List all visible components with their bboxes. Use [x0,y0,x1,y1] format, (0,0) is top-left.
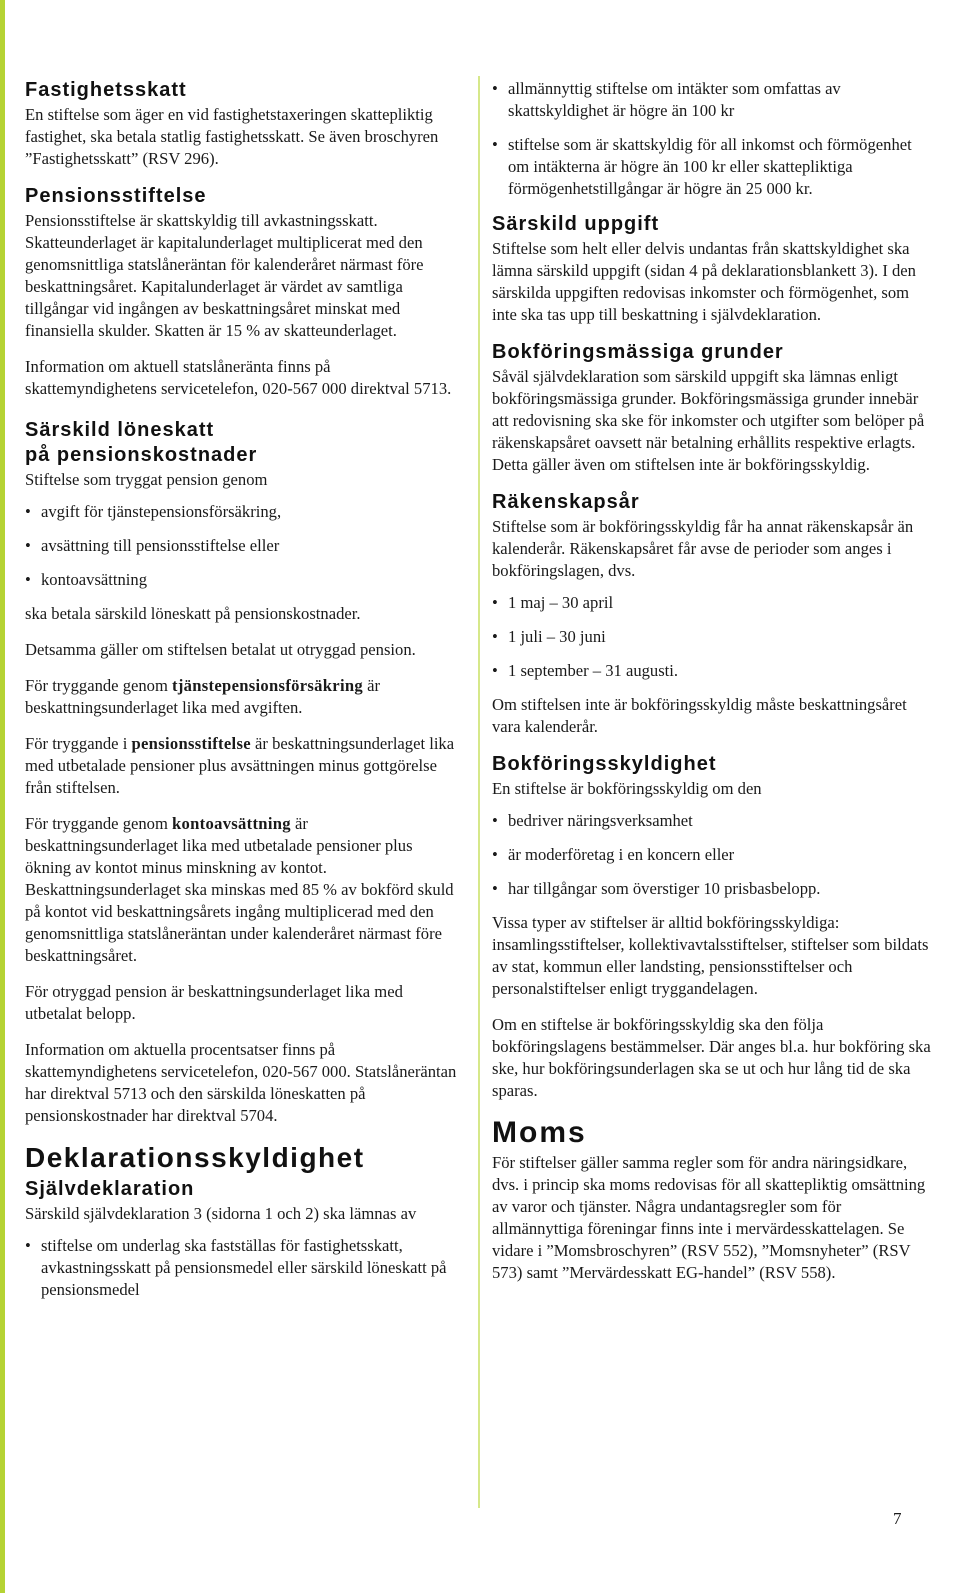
paragraph-moms: För stiftelser gäller samma regler som för andra näringsidkare, dvs. i princip ska moms redovisas för all skattepliktig omsättning av varor och tjänster. Några undantagsregler som för allmännyttiga föreningar finns inte i mervärdesskattelagen. Se vidare i ”Momsbroschyren” (RSV 552), ”Momsnyheter” (RSV 573) samt ”Mervärdesskatt EG-handel” (RSV 558). [492,1153,926,1282]
paragraph-rakenskapsar-after: Om stiftelsen inte är bokföringsskyldig måste beskattningsåret vara kalenderår. [492,695,907,736]
text-span: är beskattningsunderlaget lika med utbetalade pensioner plus avsättningen minus gottgörelse från stiftelsen. [25,734,455,797]
paragraph-otryggad: Detsamma gäller om stiftelsen betalat ut otryggad pension. [25,640,416,659]
paragraph-bokforingsmassiga-grunder: Såväl självdeklaration som särskild uppgift ska lämnas enligt bokföringsmässiga grunder. Bokföringsmässiga grunder innebär att redovisning ska ske för inkomster och utgifter som belöper på räkenskapsåret oavsett när betalning erhållits respektive erlagts. Detta gäller även om stiftelsen inte är bokföringsskyldig. [492,367,925,474]
paragraph-fastighetsskatt: En stiftelse som äger en vid fastighetstaxeringen skattepliktig fastighet, ska betala statlig fastighetsskatt. Se även broschyren ”Fastighetsskatt” (RSV 296). [25,105,439,168]
paragraph-deklaration: Särskild självdeklaration 3 (sidorna 1 och 2) ska lämnas av [25,1204,417,1223]
heading-loneskatt [25,418,457,468]
heading-loneskatt-line2: på pensionskostnader [25,444,258,466]
list-item: • bedriver näringsverksamhet [492,810,932,832]
term-pensionsstiftelse: pensionsstiftelse [131,734,251,753]
paragraph-bokforingsskyldighet-1: Vissa typer av stiftelser är alltid bokföringsskyldiga: insamlingsstiftelser, kollektivavtalsstiftelser, stiftelser som bildats av stat, kommun eller landsting, pensionsstiftelser och personalstiftelser enligt tryggandelagen. [492,913,929,998]
page-number: 7 [893,1509,902,1528]
text-span: För tryggande genom [25,676,173,695]
paragraph-pensionsstiftelse: Pensionsstiftelse är skattskyldig till avkastningsskatt. Skatteunderlaget är kapitalunderlaget multiplicerat med den genomsnittliga statslåneräntan för kalenderåret närmast före beskattningsåret. Kapitalunderlaget är värdet av samtliga tillgångar vid ingången av beskattningsåret minskat med finansiella skulder. Skatten är 15 % av skatteunderlaget. [25,211,424,340]
paragraph-rakenskapsar: Stiftelse som är bokföringsskyldig får ha annat räkenskapsår än kalenderår. Räkenskapsåret får avse de perioder som anges i bokföringslagen, dvs. [492,517,914,580]
left-column [25,78,457,1313]
list-item: • stiftelse som är skattskyldig för all inkomst och förmögenhet om intäkterna är högre än 100 kr eller skattepliktiga förmögenhetstillgångar är högre än 25 000 kr. [492,134,932,200]
list-item: • 1 maj – 30 april [492,592,932,614]
list-item: • kontoavsättning [25,569,457,591]
paragraph-otryggad2: För otryggad pension är beskattningsunderlaget lika med utbetalat belopp. [25,982,403,1023]
heading-fastighetsskatt: Fastighetsskatt [25,79,187,101]
list-item: • har tillgångar som överstiger 10 prisbasbelopp. [492,878,932,900]
loneskatt-bullet-list [25,501,457,591]
list-item: • 1 juli – 30 juni [492,626,932,648]
deklaration-bullet-list-continued [492,78,932,200]
paragraph-loneskatt-after: ska betala särskild löneskatt på pensionskostnader. [25,604,361,623]
list-item: • avsättning till pensionsstiftelse eller [25,535,457,557]
paragraph-procentsatser: Information om aktuella procentsatser finns på skattemyndighetens servicetelefon, 020-567 000. Statslåneräntan har direktval 5713 och den särskilda löneskatten på pensionskostnader har direktval 5704. [25,1040,457,1125]
bokforingsskyldighet-bullet-list [492,810,932,900]
paragraph-stiftelse [25,733,457,799]
heading-moms: Moms [492,1116,587,1149]
deklaration-bullet-list [25,1235,457,1301]
paragraph-pensionsstiftelse-info: Information om aktuell statslåneränta finns på skattemyndighetens servicetelefon, 020-567 000 direktval 5713. [25,357,452,398]
heading-sjalvdeklaration: Självdeklaration [25,1178,195,1200]
heading-bokforingsskyldighet: Bokföringsskyldighet [492,753,717,775]
paragraph-bokforingsskyldighet-2: Om en stiftelse är bokföringsskyldig ska den följa bokföringslagens bestämmelser. Där anges bl.a. hur bokföring ska ske, hur bokföringsunderlagen ska se ut och hur lång tid de ska sparas. [492,1015,931,1100]
column-divider [478,76,480,1508]
term-tjanstepensionsforsakring: tjänstepensionsförsäkring [172,676,363,695]
paragraph-konto [25,813,457,967]
rakenskapsar-bullet-list [492,592,932,682]
text-span: För tryggande genom [25,814,173,833]
list-item: • stiftelse om underlag ska fastställas för fastighetsskatt, avkastningsskatt på pensionsmedel eller särskild löneskatt på pensionsmedel [25,1235,457,1301]
paragraph-forsakring [25,675,457,719]
list-item: • avgift för tjänstepensionsförsäkring, [25,501,457,523]
paragraph-loneskatt-intro: Stiftelse som tryggat pension genom [25,470,268,489]
paragraph-bokforingsskyldighet-intro: En stiftelse är bokföringsskyldig om den [492,779,762,798]
heading-sarskild-uppgift: Särskild uppgift [492,213,660,235]
text-span: För tryggande i [25,734,132,753]
text-span: är beskattningsunderlaget lika med utbetalade pensioner plus ökning av kontot minus minskning av kontot. Beskattningsunderlaget ska minskas med 85 % av bokförd skuld på kontot vid beskattningsårets ingång multiplicerad med den genomsnittliga statslåneräntan under kalenderåret närmast före beskattningsåret. [25,814,454,965]
term-kontoavsattning: kontoavsättning [172,814,291,833]
paragraph-sarskild-uppgift: Stiftelse som helt eller delvis undantas från skattskyldighet ska lämna särskild uppgift (sidan 4 på deklarationsblankett 3). I den särskilda uppgiften redovisas inkomster och förmögenhet, som inte ska tas upp till beskattning i självdeklaration. [492,239,916,324]
heading-pensionsstiftelse: Pensionsstiftelse [25,185,207,207]
heading-bokforingsmassiga-grunder: Bokföringsmässiga grunder [492,341,784,363]
text-span: är beskattningsunderlaget lika med avgiften. [25,676,381,717]
list-item: • allmännyttig stiftelse om intäkter som omfattas av skattskyldighet är högre än 100 kr [492,78,932,122]
right-column [492,78,932,1298]
heading-deklarationsskyldighet: Deklarationsskyldighet [25,1142,365,1173]
list-item: • är moderföretag i en koncern eller [492,844,932,866]
list-item: • 1 september – 31 augusti. [492,660,932,682]
heading-loneskatt-line1: Särskild löneskatt [25,419,215,441]
accent-bar [0,0,5,1593]
heading-rakenskapsar: Räkenskapsår [492,491,640,513]
